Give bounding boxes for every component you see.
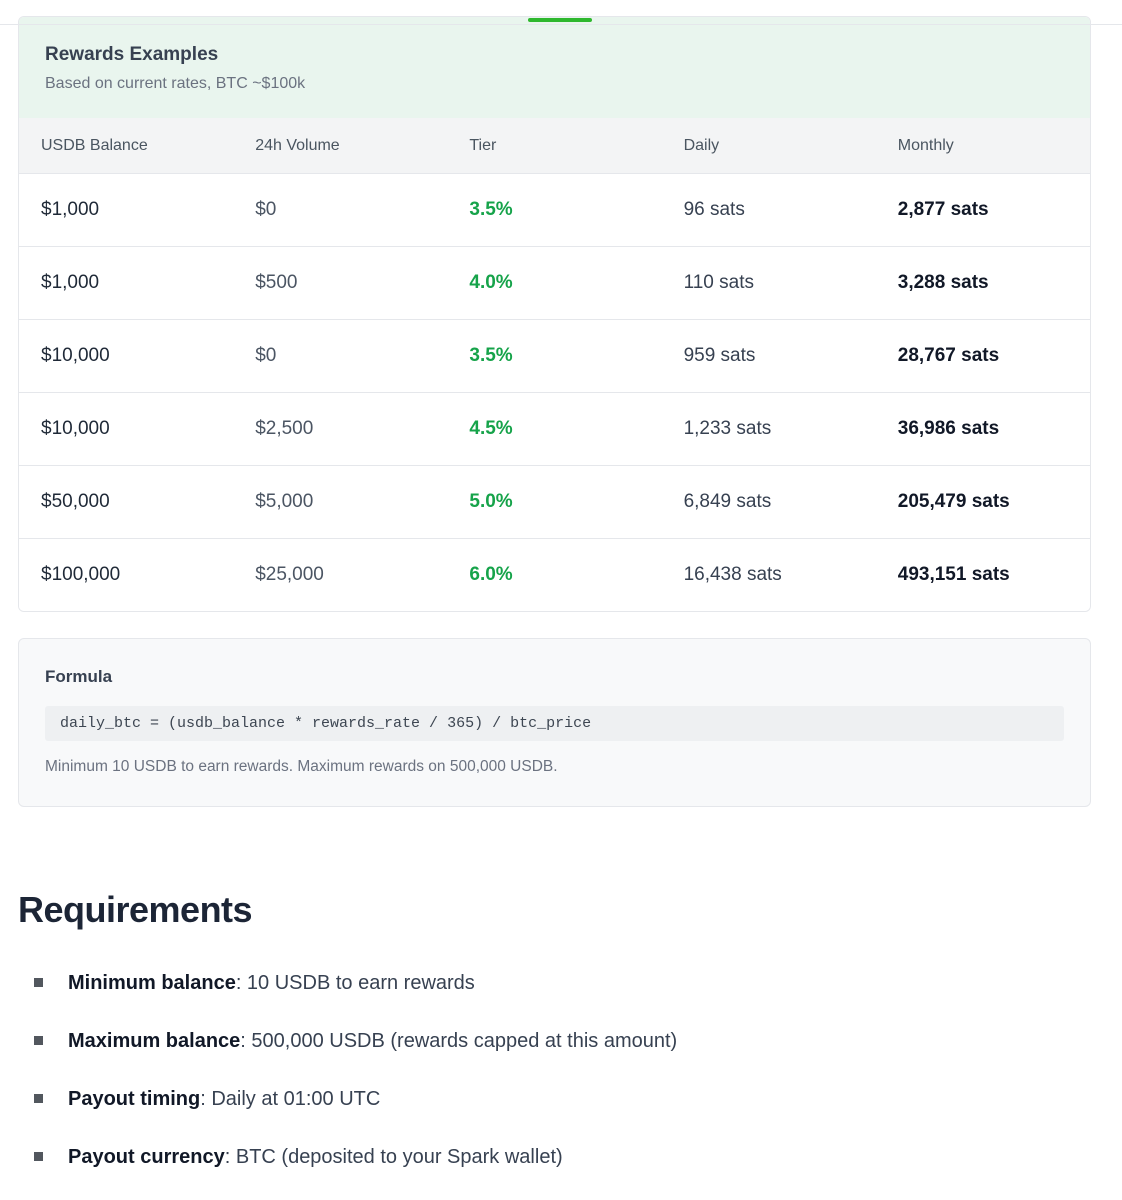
top-tab-bar-divider: [0, 24, 1122, 25]
requirement-text: [68, 971, 475, 995]
cell-tier: 6.0%: [447, 539, 661, 612]
cell-monthly: 493,151 sats: [876, 539, 1090, 612]
cell-24h-volume: $25,000: [233, 539, 447, 612]
bullet-square-icon: [34, 1152, 43, 1161]
requirement-value: : BTC (deposited to your Spark wallet): [224, 1146, 563, 1168]
column-header-monthly: Monthly: [876, 118, 1090, 174]
rewards-table: [19, 118, 1090, 611]
list-item: [0, 1087, 1122, 1111]
requirement-label: Minimum balance: [68, 972, 236, 994]
active-tab-indicator: [528, 18, 592, 22]
cell-tier: 3.5%: [447, 174, 661, 247]
table-row: [19, 466, 1090, 539]
requirement-label: Payout timing: [68, 1088, 201, 1110]
requirement-text: [68, 1029, 677, 1053]
cell-tier: 4.5%: [447, 393, 661, 466]
table-row: [19, 320, 1090, 393]
cell-24h-volume: $0: [233, 320, 447, 393]
bullet-square-icon: [34, 978, 43, 987]
column-header-daily: Daily: [662, 118, 876, 174]
cell-usdb-balance: $50,000: [19, 466, 233, 539]
requirement-label: Payout currency: [68, 1146, 225, 1168]
cell-daily: 1,233 sats: [662, 393, 876, 466]
rewards-card-subtitle: Based on current rates, BTC ~$100k: [45, 75, 306, 92]
table-row: [19, 393, 1090, 466]
requirement-value: : Daily at 01:00 UTC: [200, 1088, 381, 1110]
cell-usdb-balance: $1,000: [19, 247, 233, 320]
bullet-square-icon: [34, 1036, 43, 1045]
list-item: [0, 1145, 1122, 1169]
cell-daily: 16,438 sats: [662, 539, 876, 612]
formula-code-block: daily_btc = (usdb_balance * rewards_rate / 365) / btc_price: [45, 706, 1064, 741]
cell-24h-volume: $5,000: [233, 466, 447, 539]
cell-monthly: 28,767 sats: [876, 320, 1090, 393]
table-row: [19, 247, 1090, 320]
cell-monthly: 2,877 sats: [876, 174, 1090, 247]
cell-24h-volume: $500: [233, 247, 447, 320]
cell-daily: 110 sats: [662, 247, 876, 320]
cell-24h-volume: $0: [233, 174, 447, 247]
cell-monthly: 3,288 sats: [876, 247, 1090, 320]
requirement-value: : 10 USDB to earn rewards: [235, 972, 475, 994]
requirement-label: Maximum balance: [68, 1030, 241, 1052]
requirement-text: [68, 1145, 563, 1169]
cell-24h-volume: $2,500: [233, 393, 447, 466]
cell-tier: 5.0%: [447, 466, 661, 539]
cell-usdb-balance: $1,000: [19, 174, 233, 247]
column-header-usdb-balance: USDB Balance: [19, 118, 233, 174]
cell-tier: 3.5%: [447, 320, 661, 393]
cell-usdb-balance: $10,000: [19, 393, 233, 466]
requirements-list: [0, 971, 1122, 1169]
cell-daily: 959 sats: [662, 320, 876, 393]
bullet-square-icon: [34, 1094, 43, 1103]
requirements-heading: Requirements: [18, 889, 253, 930]
cell-usdb-balance: $10,000: [19, 320, 233, 393]
requirement-text: [68, 1087, 380, 1111]
rewards-card-header: [19, 17, 1090, 118]
list-item: [0, 1029, 1122, 1053]
table-row: [19, 539, 1090, 612]
list-item: [0, 971, 1122, 995]
rewards-examples-card: [18, 16, 1091, 612]
requirement-value: : 500,000 USDB (rewards capped at this amount): [240, 1030, 678, 1052]
cell-daily: 96 sats: [662, 174, 876, 247]
rewards-card-title: Rewards Examples: [45, 44, 219, 65]
cell-usdb-balance: $100,000: [19, 539, 233, 612]
formula-card: [18, 638, 1091, 807]
column-header-24h-volume: 24h Volume: [233, 118, 447, 174]
table-header-row: [19, 118, 1090, 174]
cell-monthly: 205,479 sats: [876, 466, 1090, 539]
formula-note: Minimum 10 USDB to earn rewards. Maximum rewards on 500,000 USDB.: [45, 758, 558, 775]
cell-monthly: 36,986 sats: [876, 393, 1090, 466]
formula-title: Formula: [45, 667, 113, 686]
cell-tier: 4.0%: [447, 247, 661, 320]
table-row: [19, 174, 1090, 247]
column-header-tier: Tier: [447, 118, 661, 174]
cell-daily: 6,849 sats: [662, 466, 876, 539]
